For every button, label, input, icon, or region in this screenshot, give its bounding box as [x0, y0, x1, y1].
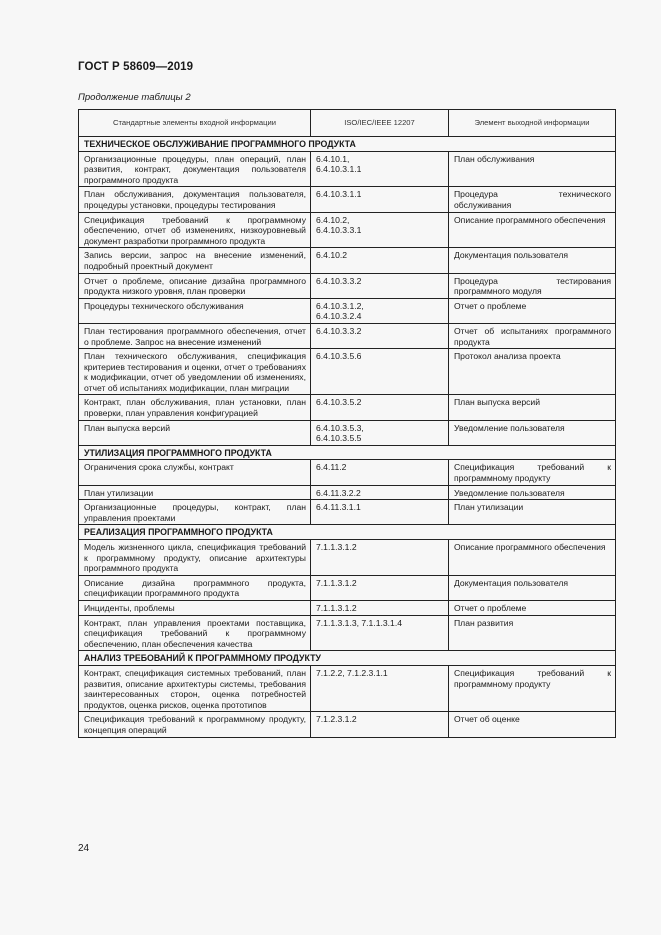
standard-clause-cell: 6.4.10.3.1.1	[311, 187, 449, 212]
output-cell: Спецификация требований к программному продукту	[449, 665, 616, 711]
output-cell: Процедура технического обслуживания	[449, 187, 616, 212]
table-row	[79, 248, 616, 273]
column-header-standard: ISO/IEC/IEEE 12207	[311, 110, 449, 137]
table-header-row	[79, 110, 616, 137]
table-row	[79, 460, 616, 485]
input-cell: Инциденты, проблемы	[79, 600, 311, 615]
input-cell: Отчет о проблеме, описание дизайна программного продукта низкого уровня, план проверки	[79, 273, 311, 298]
standard-clause-cell: 6.4.10.3.5.2	[311, 395, 449, 420]
input-cell: Контракт, план управления проектами поставщика, спецификация требований к программному обеспечению, план обеспечения качества	[79, 615, 311, 651]
output-cell: Отчет об оценке	[449, 712, 616, 737]
page-number: 24	[78, 843, 90, 854]
output-cell: План выпуска версий	[449, 395, 616, 420]
standard-clause-cell: 7.1.1.3.1.2	[311, 600, 449, 615]
section-title: АНАЛИЗ ТРЕБОВАНИЙ К ПРОГРАММНОМУ ПРОДУКТУ	[79, 651, 616, 666]
table-row	[79, 349, 616, 395]
table-row	[79, 420, 616, 445]
table-row	[79, 600, 616, 615]
section-title: ТЕХНИЧЕСКОЕ ОБСЛУЖИВАНИЕ ПРОГРАММНОГО ПРОДУКТА	[79, 137, 616, 152]
table-row	[79, 151, 616, 187]
section-row	[79, 445, 616, 460]
standard-clause-cell: 7.1.2.2, 7.1.2.3.1.1	[311, 665, 449, 711]
table-row	[79, 615, 616, 651]
output-cell: План утилизации	[449, 500, 616, 525]
section-title: УТИЛИЗАЦИЯ ПРОГРАММНОГО ПРОДУКТА	[79, 445, 616, 460]
input-cell: Спецификация требований к программному обеспечению, отчет об изменениях, низкоуровневый документ разработки программного продукта	[79, 212, 311, 248]
table-row	[79, 540, 616, 576]
table-row	[79, 395, 616, 420]
output-cell: Отчет о проблеме	[449, 298, 616, 323]
table-row	[79, 575, 616, 600]
input-cell: Спецификация требований к программному продукту, концепция операций	[79, 712, 311, 737]
input-cell: План выпуска версий	[79, 420, 311, 445]
input-cell: Модель жизненного цикла, спецификация требований к программному продукту, описание архитектуры программного продукта	[79, 540, 311, 576]
standard-clause-cell: 6.4.10.1, 6.4.10.3.1.1	[311, 151, 449, 187]
standard-clause-cell: 6.4.10.3.5.3, 6.4.10.3.5.5	[311, 420, 449, 445]
standard-clause-cell: 6.4.10.3.3.2	[311, 323, 449, 348]
output-cell: Отчет о проблеме	[449, 600, 616, 615]
output-cell: План развития	[449, 615, 616, 651]
table-caption: Продолжение таблицы 2	[78, 92, 191, 103]
section-row	[79, 525, 616, 540]
input-cell: Запись версии, запрос на внесение изменений, подробный проектный документ	[79, 248, 311, 273]
input-cell: Контракт, спецификация системных требований, план развития, описание архитектуры системы, требования заинтересованных сторон, оценка потребностей продуктов, оценка рисков, оценка прототипов	[79, 665, 311, 711]
output-cell: Уведомление пользователя	[449, 420, 616, 445]
output-cell: Документация пользователя	[449, 248, 616, 273]
output-cell: Описание программного обеспечения	[449, 540, 616, 576]
section-title: РЕАЛИЗАЦИЯ ПРОГРАММНОГО ПРОДУКТА	[79, 525, 616, 540]
standard-clause-cell: 6.4.10.3.5.6	[311, 349, 449, 395]
document-header: ГОСТ Р 58609—2019	[78, 61, 194, 73]
table-body	[79, 137, 616, 738]
standard-clause-cell: 6.4.10.3.3.2	[311, 273, 449, 298]
input-cell: Организационные процедуры, контракт, план управления проектами	[79, 500, 311, 525]
table-row	[79, 500, 616, 525]
input-cell: План обслуживания, документация пользователя, процедуры установки, процедуры тестирования	[79, 187, 311, 212]
input-cell: План технического обслуживания, спецификация критериев тестирования и оценки, отчет о требованиях к модификации, отчет об уведомлении об изменениях, отчет об испытаниях модификации, план миграции	[79, 349, 311, 395]
table-row	[79, 273, 616, 298]
standard-clause-cell: 6.4.10.2, 6.4.10.3.3.1	[311, 212, 449, 248]
table-row	[79, 665, 616, 711]
input-cell: Процедуры технического обслуживания	[79, 298, 311, 323]
input-cell: Ограничения срока службы, контракт	[79, 460, 311, 485]
standard-clause-cell: 7.1.1.3.1.2	[311, 575, 449, 600]
table-row	[79, 298, 616, 323]
standard-clause-cell: 6.4.11.2	[311, 460, 449, 485]
standard-clause-cell: 6.4.11.3.2.2	[311, 485, 449, 500]
column-header-output: Элемент выходной информации	[449, 110, 616, 137]
table-row	[79, 212, 616, 248]
table-row	[79, 712, 616, 737]
input-cell: План утилизации	[79, 485, 311, 500]
output-cell: Процедура тестирования программного модуля	[449, 273, 616, 298]
output-cell: Протокол анализа проекта	[449, 349, 616, 395]
standard-clause-cell: 6.4.10.3.1.2, 6.4.10.3.2.4	[311, 298, 449, 323]
standard-clause-cell: 7.1.2.3.1.2	[311, 712, 449, 737]
section-row	[79, 651, 616, 666]
standard-clause-cell: 7.1.1.3.1.2	[311, 540, 449, 576]
input-cell: План тестирования программного обеспечения, отчет о проблеме. Запрос на внесение изменений	[79, 323, 311, 348]
table-row	[79, 485, 616, 500]
table-row	[79, 323, 616, 348]
table-row	[79, 187, 616, 212]
output-cell: Отчет об испытаниях программного продукта	[449, 323, 616, 348]
output-cell: Документация пользователя	[449, 575, 616, 600]
output-cell: План обслуживания	[449, 151, 616, 187]
standard-clause-cell: 7.1.1.3.1.3, 7.1.1.3.1.4	[311, 615, 449, 651]
standard-clause-cell: 6.4.10.2	[311, 248, 449, 273]
input-cell: Описание дизайна программного продукта, спецификации программного продукта	[79, 575, 311, 600]
input-cell: Контракт, план обслуживания, план установки, план проверки, план управления конфигурацией	[79, 395, 311, 420]
standard-clause-cell: 6.4.11.3.1.1	[311, 500, 449, 525]
standards-table	[78, 109, 616, 738]
output-cell: Уведомление пользователя	[449, 485, 616, 500]
output-cell: Описание программного обеспечения	[449, 212, 616, 248]
output-cell: Спецификация требований к программному продукту	[449, 460, 616, 485]
column-header-input: Стандартные элементы входной информации	[79, 110, 311, 137]
section-row	[79, 137, 616, 152]
input-cell: Организационные процедуры, план операций, план развития, контракт, документация пользователя программного продукта	[79, 151, 311, 187]
